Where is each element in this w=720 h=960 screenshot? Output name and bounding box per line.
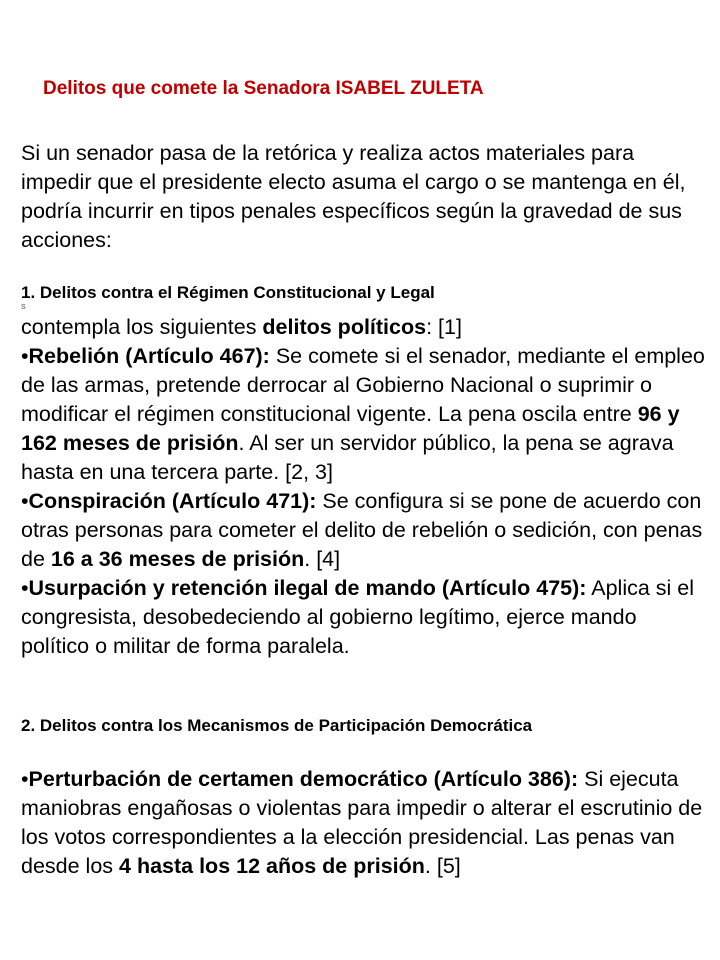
document-title: Delitos que comete la Senadora ISABEL ZULETA [43,78,484,99]
lead-ref: : [1] [426,315,462,339]
item-bold: 4 hasta los 12 años de prisión [119,854,425,878]
intro-paragraph: Si un senador pasa de la retórica y realiza actos materiales para impedir que el presidente electo asuma el cargo o se mantenga en él, podría incurrir en tipos penales específicos según la gravedad de sus acciones: [21,141,686,252]
item-text-end: . [5] [424,854,461,878]
bullet: • [21,767,29,791]
item-bold: 16 a 36 meses de prisión [50,547,305,571]
section-1-heading: 1. Delitos contra el Régimen Constitucional y Legal [21,283,435,302]
bullet: • [21,576,29,600]
section-2-body [21,765,706,881]
section-1-lead [21,313,706,342]
list-item [21,342,706,487]
item-name: Usurpación y retención ilegal de mando (Artículo 475): [28,576,587,600]
bullet: • [21,344,29,368]
lead-text: contempla los siguientes [21,315,263,339]
item-name: Perturbación de certamen democrático (Artículo 386): [28,767,579,791]
item-name: Rebelión (Artículo 467): [28,344,270,368]
item-name: Conspiración (Artículo 471): [28,489,317,513]
item-text: Se configura si se pone de acuerdo con otras personas para cometer el delito de rebelión o sedición, con penas de [21,489,703,571]
section-2-heading: 2. Delitos contra los Mecanismos de Participación Democrática [21,716,533,735]
section-1-body [21,313,706,661]
small-mark: S [21,304,26,311]
item-text: Si ejecuta maniobras engañosas o violentas para impedir o alterar el escrutinio de los votos correspondientes a la elección presidencial. Las penas van desde los [21,767,703,878]
item-text-end: . [4] [304,547,341,571]
item-text: Se comete si el senador, mediante el empleo de las armas, pretende derrocar al Gobierno Nacional o suprimir o modificar el régimen constitucional vigente. La pena oscila entre [21,344,705,426]
item-text: Aplica si el congresista, desobedeciendo al gobierno legítimo, ejerce mando político o militar de forma paralela. [21,576,695,658]
lead-bold: delitos políticos [262,315,427,339]
item-bold: 96 y 162 meses de prisión [21,402,680,455]
list-item [21,765,706,881]
item-text-end: . Al ser un servidor público, la pena se agrava hasta en una tercera parte. [2, 3] [21,431,674,484]
list-item [21,574,706,661]
list-item [21,487,706,574]
bullet: • [21,489,29,513]
